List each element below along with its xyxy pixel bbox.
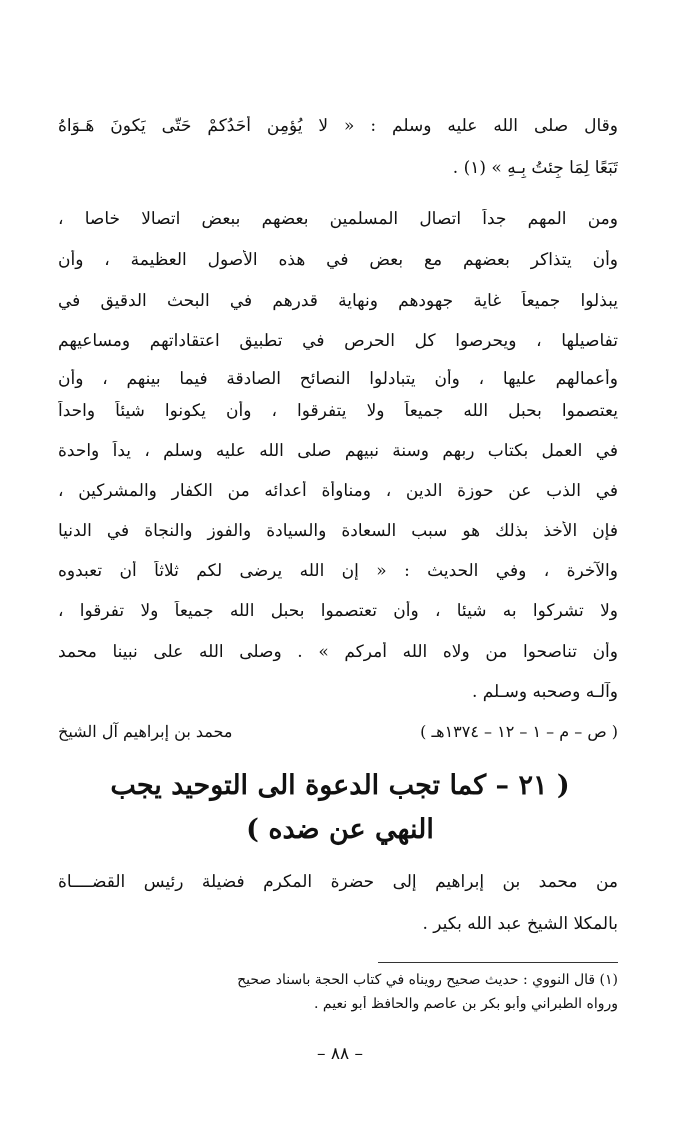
letter-line-1: من محمد بن إبراهيم إلى حضرة المكرم فضيلة رئيس القضــــاة (58, 872, 618, 892)
signature-reference: ( ص – م – ١ – ١٢ – ١٣٧٤هـ ) (420, 722, 618, 741)
section-title-line-1: ( ٢١ – كما تجب الدعوة الى التوحيد يجب (110, 770, 570, 801)
footnote-divider (378, 962, 618, 963)
body-line-4: وأن يتذاكر بعضهم مع بعض في هذه الأصول العظيمة ، وأن (58, 250, 618, 270)
letter-line-2: بالمكلا الشيخ عبد الله بكير . (422, 914, 618, 934)
body-line-9: في العمل بكتاب ربهم وسنة نبيهم صلى الله عليه وسلم ، يداً واحدة (58, 441, 618, 461)
body-line-2: تَبَعًا لِمَا جِئتُ بِـهِ » (١) . (452, 158, 618, 178)
body-line-5: يبذلوا جميعاً غاية جهودهم ونهاية قدرهم في البحث الدقيق في (58, 291, 618, 311)
body-line-15: وآلـه وصحبه وسـلم . (471, 682, 618, 702)
signature-name: محمد بن إبراهيم آل الشيخ (58, 722, 233, 741)
body-line-3: ومن المهم جداً اتصال المسلمين بعضهم ببعض اتصالا خاصا ، (58, 209, 618, 229)
body-line-10: في الذب عن حوزة الدين ، ومناوأة أعدائه من الكفار والمشركين ، (58, 481, 618, 501)
signature-row (58, 722, 618, 748)
footnote-line-2: ورواه الطبراني وأبو بكر بن عاصم والحافظ أبو نعيم . (314, 996, 618, 1012)
body-line-14: وأن تناصحوا من ولاه الله أمركم » . وصلى الله على نبينا محمد (58, 642, 618, 662)
body-line-6: تفاصيلها ، ويحرصوا كل الحرص في تطبيق اعتقاداتهم ومساعيهم (58, 331, 618, 351)
body-line-7: وأعمالهم عليها ، وأن يتبادلوا النصائح الصادقة فيما بينهم ، وأن (58, 369, 618, 389)
page-number: – ٨٨ – (316, 1044, 364, 1064)
footnote-line-1: (١) قال النووي : حديث صحيح رويناه في كتاب الحجة باسناد صحيح (237, 972, 618, 988)
body-line-1: وقال صلى الله عليه وسلم : « لا يُؤمِن أحَدُكمْ حَتّى يَكونَ هَـوَاهُ (58, 116, 618, 136)
body-line-13: ولا تشركوا به شيئا ، وأن تعتصموا بحبل الله جميعاً ولا تفرقوا ، (58, 601, 618, 621)
body-line-12: والآخرة ، وفي الحديث : « إن الله يرضى لكم ثلاثاً أن تعبدوه (58, 561, 618, 581)
section-title-line-2: النهي عن ضده ) (246, 814, 434, 845)
body-line-11: فإن الأخذ بذلك هو سبب السعادة والسيادة والفوز والنجاة في الدنيا (58, 521, 618, 541)
body-line-8: يعتصموا بحبل الله جميعاً ولا يتفرقوا ، وأن يكونوا شيئاً واحداً (58, 401, 618, 421)
